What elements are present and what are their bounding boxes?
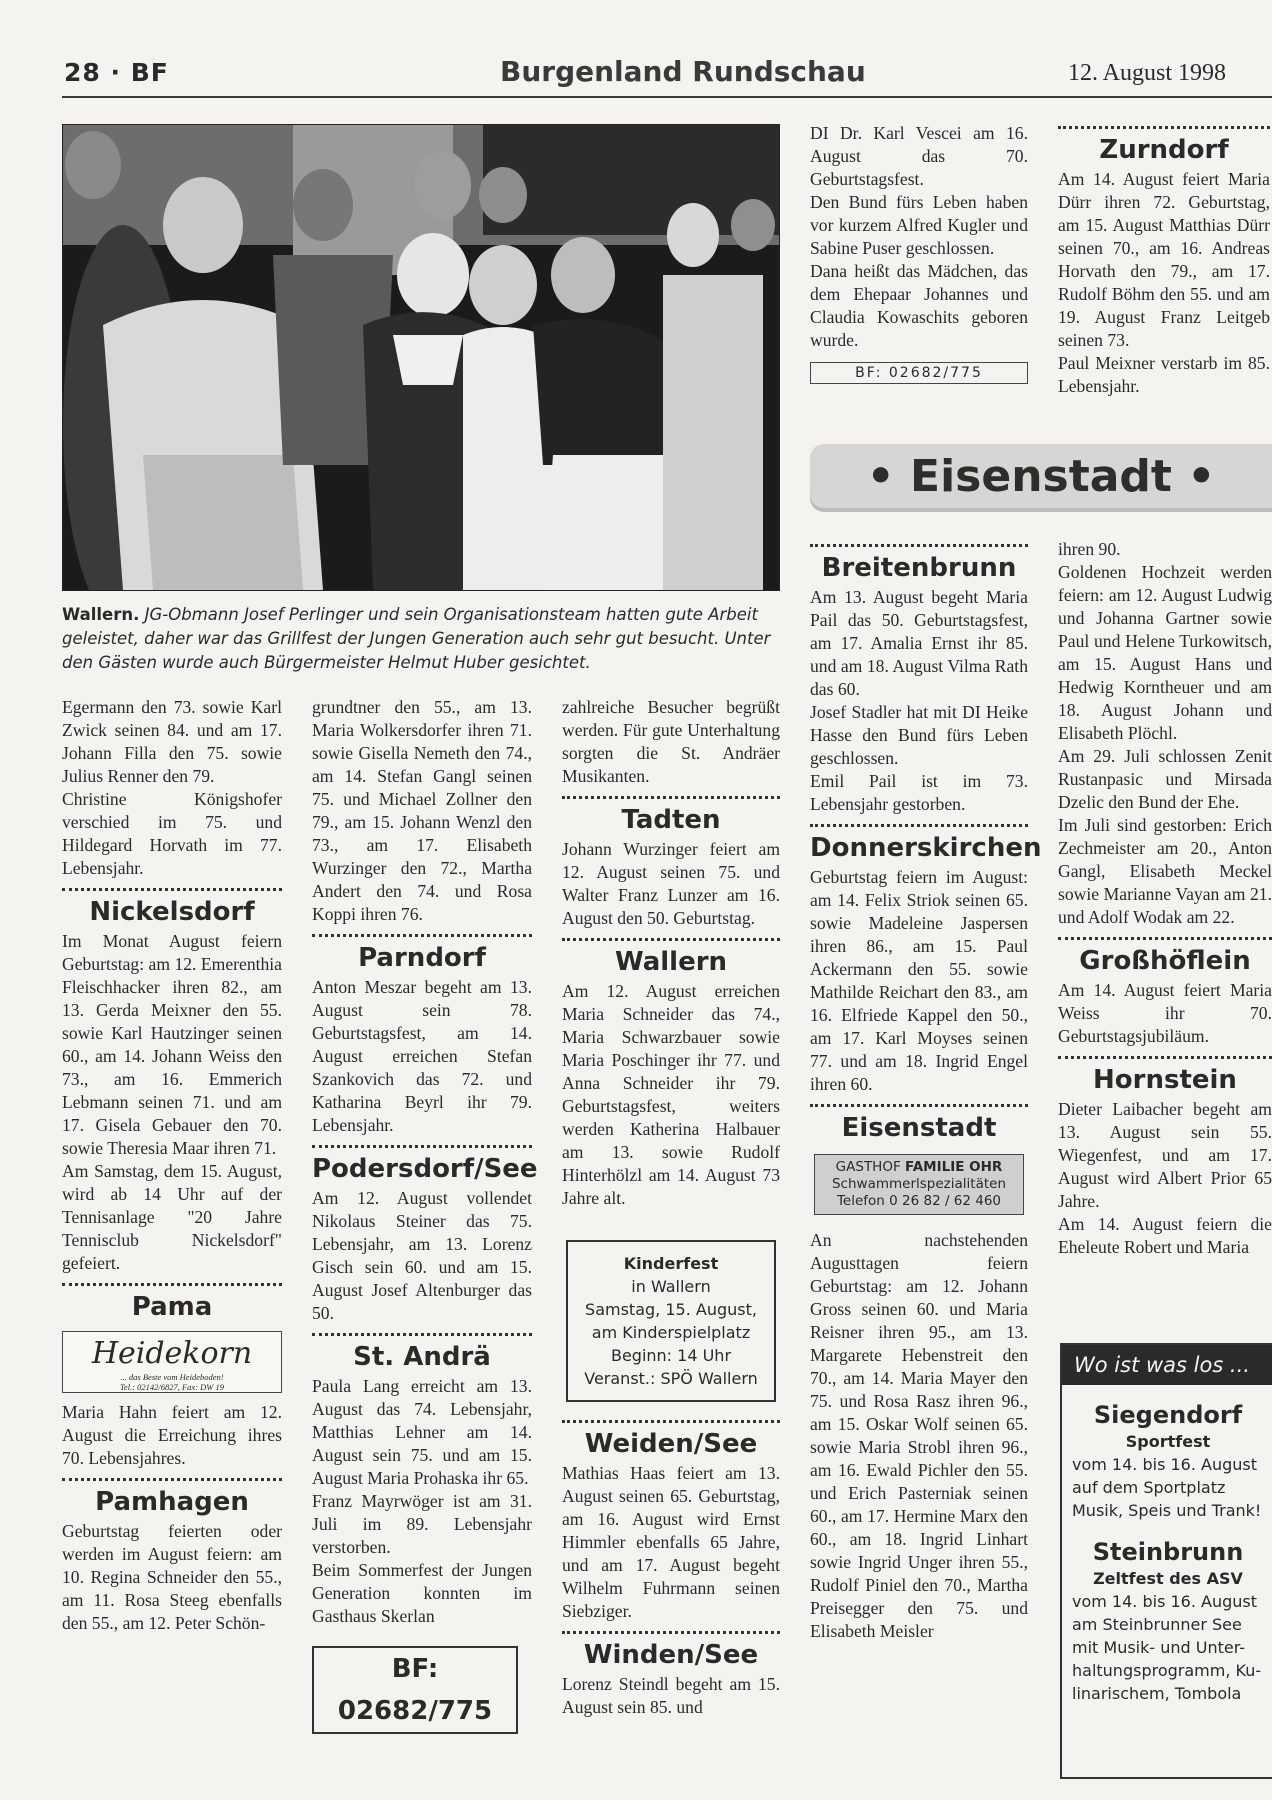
section-title-nickelsdorf: Nickelsdorf [89,897,255,927]
section-title-wallern: Wallern [614,947,728,977]
section-title-breitenbrunn: Breitenbrunn [821,553,1017,583]
kinderfest-line: am Kinderspielplatz [591,1323,751,1342]
article-text: Lorenz Steindl begeht am 15. August sein 85. und [562,1674,780,1717]
event-title-steinbrunn: Steinbrunn [1092,1538,1244,1566]
section-title-grosshoeflein: Großhöflein [1079,946,1251,976]
article-text: Am Samstag, dem 15. August, wird ab 14 Uhr auf der Tennisanlage "20 Jahre Tennisclub Nickelsdorf" gefeiert. [62,1161,282,1273]
heidekorn-ad [62,1331,282,1393]
kinderfest-line: Veranst.: SPÖ Wallern [584,1369,758,1388]
dotted-divider [62,1283,282,1286]
gasthof-ad [814,1154,1024,1215]
dotted-divider [1058,1056,1272,1059]
article-text: Johann Wurzinger feiert am 12. August seinen 75. und Walter Franz Lunzer am 16. August den 50. Geburtstag. [562,839,780,928]
dotted-divider [312,934,532,937]
bf-phone-box: BF: 02682/775 [810,362,1028,384]
section-title-hornstein: Hornstein [1093,1065,1237,1095]
section-title-weiden: Weiden/See [584,1429,758,1459]
section-title-pama: Pama [131,1292,213,1322]
article-text: grundtner den 55., am 13. Maria Wolkersdorfer ihren 71. sowie Gisella Nemeth den 74., am 14. Stefan Gangl seinen 75. und Michael Zollner den 79., am 15. Johann Wenzl den 73., am 17. Elisabeth Wurzinger den 72., Martha Andert den 74. und Rosa Koppi ihren 76. [312,697,532,924]
article-text: Im Monat August feiern Geburtstag: am 12. Emerenthia Fleischhacker ihren 82., am 13. Gerda Meixner den 55. sowie Karl Hautzinger seinen 60., am 14. Johann Weiss den 73., am 16. Emmerich Lebmann seinen 71. und am 17. Gisela Gebauer den 70. sowie Theresia Maar ihren 71. [62,931,282,1158]
article-text: Den Bund fürs Leben haben vor kurzem Alfred Kugler und Sabine Puser geschlossen. [810,192,1028,258]
event-line: mit Musik- und Unter- [1072,1638,1246,1657]
article-text: Dieter Laibacher begeht am 13. August sein 55. Wiegenfest, und am 17. August wird Albert Prior 65 Jahre. [1058,1099,1272,1211]
article-text: Emil Pail ist im 73. Lebensjahr gestorben. [810,771,1028,814]
article-text: Goldenen Hochzeit werden feiern: am 12. August Ludwig und Johanna Gartner sowie Paul und Helene Turkowitsch, am 15. August Hans und Hedwig Korntheuer und am 18. August Johann und Elisabeth Plöchl. [1058,562,1272,743]
column-5-top [1058,122,1270,398]
article-text: Paul Meixner verstarb im 85. Lebensjahr. [1058,353,1270,396]
group-photo [62,124,780,591]
bf-phone-box: BF: 02682/775 [312,1646,518,1734]
gasthof-specialty: Schwammerlspezialitäten [831,1176,1006,1192]
region-banner-label: • Eisenstadt • [866,451,1216,502]
article-text: Mathias Haas feiert am 13. August seinen 65. Geburtstag, am 16. August wird Ernst Himmler ebenfalls 65 Jahre, und am 17. August begeht Wilhelm Fuhrmann seinen Siebziger. [562,1463,780,1621]
article-text: Beim Sommerfest der Jungen Generation konnten im Gasthaus Skerlan [312,1560,532,1626]
article-text: Geburtstag feierten oder werden im August feiern: am 10. Regina Schneider den 55., am 11. Rosa Steeg ebenfalls den 55., am 12. Peter Schön- [62,1521,282,1633]
event-line: Musik, Speis und Trank! [1072,1501,1262,1520]
kinderfest-notice [566,1240,776,1402]
header-rule [62,96,1272,98]
dotted-divider [810,1104,1028,1107]
event-subtitle: Zeltfest des ASV [1093,1569,1243,1588]
caption-lead: Wallern. [62,605,140,624]
article-text: Geburtstag feiern im August: am 14. Felix Striok seinen 65. sowie Madeleine Jaspersen ihren 86., am 15. Paul Ackermann den 55. sowie Mathilde Reichart den 83., am 16. Elfriede Kappel den 50., am 17. Karl Moyses seinen 77. und am 18. Ingrid Engel ihren 60. [810,867,1028,1094]
article-text: zahlreiche Besucher begrüßt werden. Für gute Unterhaltung sorgten die St. Andräer Musikanten. [562,697,780,786]
event-line: vom 14. bis 16. August [1072,1455,1258,1474]
heidekorn-logo: Heidekorn [91,1336,253,1371]
article-text: Dana heißt das Mädchen, das dem Ehepaar Johannes und Claudia Kowaschits geboren wurde. [810,261,1028,350]
article-text: Josef Stadler hat mit DI Heike Hasse den Bund fürs Leben geschlossen. [810,702,1028,768]
caption-text: JG-Obmann Josef Perlinger und sein Organisationsteam hatten gute Arbeit geleistet, daher war das Grillfest der Jungen Generation auch sehr gut besucht. Unter den Gästen wurde auch Bürgermeister Helmut Huber gesichtet. [62,605,771,672]
dotted-divider [1058,937,1272,940]
event-line: am Steinbrunner See [1072,1615,1242,1634]
gasthof-name [817,1159,1021,1176]
article-text: Paula Lang erreicht am 13. August das 74. Lebensjahr, Matthias Lehner am 14. August sein 75. und am 15. August Maria Prohaska ihr 65. [312,1376,532,1488]
article-text: Im Juli sind gestorben: Erich Zechmeister am 20., Anton Gangl, Elisabeth Meckel sowie Marianne Vayan am 21. und Adolf Wodak am 22. [1058,815,1272,927]
kinderfest-line: in Wallern [631,1277,711,1296]
dotted-divider [62,1478,282,1481]
column-3 [562,696,780,1719]
section-title-st-andrae: St. Andrä [353,1342,491,1372]
article-text: Anton Meszar begeht am 13. August sein 78. Geburtstagsfest, am 14. August erreichen Stefan Szankovich das 72. und Katharina Beyrl ihr 79. Lebensjahr. [312,977,532,1135]
kinderfest-title: Kinderfest [623,1254,719,1273]
section-title-eisenstadt: Eisenstadt [841,1113,997,1143]
gasthof-family: FAMILIE OHR [905,1159,1003,1175]
event-line: haltungsprogramm, Ku- [1072,1661,1262,1680]
column-5 [1058,538,1272,1259]
event-title-siegendorf: Siegendorf [1093,1401,1243,1429]
photo-caption [62,603,778,675]
event-line: auf dem Sportplatz [1072,1478,1226,1497]
dotted-divider [312,1145,532,1148]
events-box-header: Wo ist was los ... [1062,1345,1272,1385]
section-title-parndorf: Parndorf [358,943,486,973]
event-line: vom 14. bis 16. August [1072,1592,1258,1611]
newspaper-title: Burgenland Rundschau [500,55,866,88]
article-text: Am 12. August erreichen Maria Schneider das 74., Maria Schwarzbauer sowie Maria Poschinger ihr 77. und Anna Schneider ihr 79. Geburtstagsfest, weiters werden Katherina Halbauer am 13. sowie Rudolf Hinterhölzl am 14. August 73 Jahre alt. [562,981,780,1208]
article-text: Egermann den 73. sowie Karl Zwick seinen 84. und am 17. Johann Filla den 75. sowie Julius Renner den 79. [62,697,282,786]
column-2 [312,696,538,1734]
section-title-pamhagen: Pamhagen [95,1487,249,1517]
article-text: Am 14. August feiert Maria Weiss ihr 70. Geburtstagsjubiläum. [1058,980,1272,1046]
issue-date: 12. August 1998 [1068,60,1227,86]
section-title-zurndorf: Zurndorf [1099,135,1229,165]
kinderfest-line: Samstag, 15. August, [585,1300,757,1319]
dotted-divider [810,824,1028,827]
article-text: Franz Mayrwöger ist am 31. Juli im 89. Lebensjahr verstorben. [312,1491,532,1557]
page-number: 28 · BF [64,58,169,87]
dotted-divider [562,796,780,799]
dotted-divider [62,888,282,891]
column-1 [62,696,282,1635]
article-text: Am 14. August feiern die Eheleute Robert und Maria [1058,1214,1272,1257]
dotted-divider [312,1333,532,1336]
article-text: Am 29. Juli schlossen Zenit Rustanpasic und Mirsada Dzelic den Bund der Ehe. [1058,746,1272,812]
dotted-divider [562,1420,780,1423]
dotted-divider [810,544,1028,547]
dotted-divider [562,1631,780,1634]
section-title-podersdorf: Podersdorf/See [312,1154,538,1184]
column-4 [810,538,1042,1643]
section-title-tadten: Tadten [621,805,721,835]
dotted-divider [1058,126,1270,129]
article-text: DI Dr. Karl Vescei am 16. August das 70. Geburtstagsfest. [810,123,1028,189]
gasthof-label: GASTHOF [835,1159,901,1175]
ad-tagline: ... das Beste vom Heideboden! [120,1372,224,1382]
article-text: Christine Königshofer verschied im 75. und Hildegard Horvath im 77. Lebensjahr. [62,789,282,878]
section-title-winden: Winden/See [583,1640,759,1670]
party-photo-illustration [63,125,779,590]
article-text: Am 13. August begeht Maria Pail das 50. Geburtstagsfest, am 17. Amalia Ernst ihr 85. und am 18. August Vilma Rath das 60. [810,587,1028,699]
event-line: linarischem, Tombola [1072,1684,1242,1703]
column-4-top [810,122,1028,384]
ad-phone: Tel.: 02142/6827, Fax: DW 19 [119,1382,225,1392]
kinderfest-line: Beginn: 14 Uhr [610,1346,732,1365]
article-text: ihren 90. [1058,539,1121,559]
events-box [1060,1343,1272,1779]
article-text: An nachstehenden Augusttagen feiern Geburtstag: am 12. Johann Gross seinen 60. und Maria Reisner ihren 95., am 13. Margarete Hebenstreit den 70., am 14. Maria Mayer den 75. und Rosa Rasz ihren 96., am 15. Oskar Wolf seinen 65. sowie Maria Strobl ihren 96., am 16. Ewald Pichler den 55. und Erich Pasterniak seinen 60., am 17. Hermine Marx den 60., am 18. Ingrid Linhart sowie Ingrid Unger ihren 55., Rudolf Piniel den 70., Martha Preisegger den 75. und Elisabeth Meisler [810,1230,1028,1641]
dotted-divider [562,938,780,941]
event-subtitle: Sportfest [1125,1432,1211,1451]
article-text: Maria Hahn feiert am 12. August die Erreichung ihres 70. Lebensjahres. [62,1402,282,1468]
gasthof-phone: Telefon 0 26 82 / 62 460 [836,1193,1002,1209]
article-text: Am 12. August vollendet Nikolaus Steiner das 75. Lebensjahr, am 13. Lorenz Gisch sein 60. und am 15. August Josef Altenburger das 50. [312,1188,532,1323]
article-text: Am 14. August feiert Maria Dürr ihren 72. Geburtstag, am 15. August Matthias Dürr seinen 70., am 16. Andreas Horvath den 79., am 17. Rudolf Böhm den 55. und am 19. August Franz Leitgeb seinen 73. [1058,169,1270,350]
section-title-donnerskirchen: Donnerskirchen [810,833,1042,863]
